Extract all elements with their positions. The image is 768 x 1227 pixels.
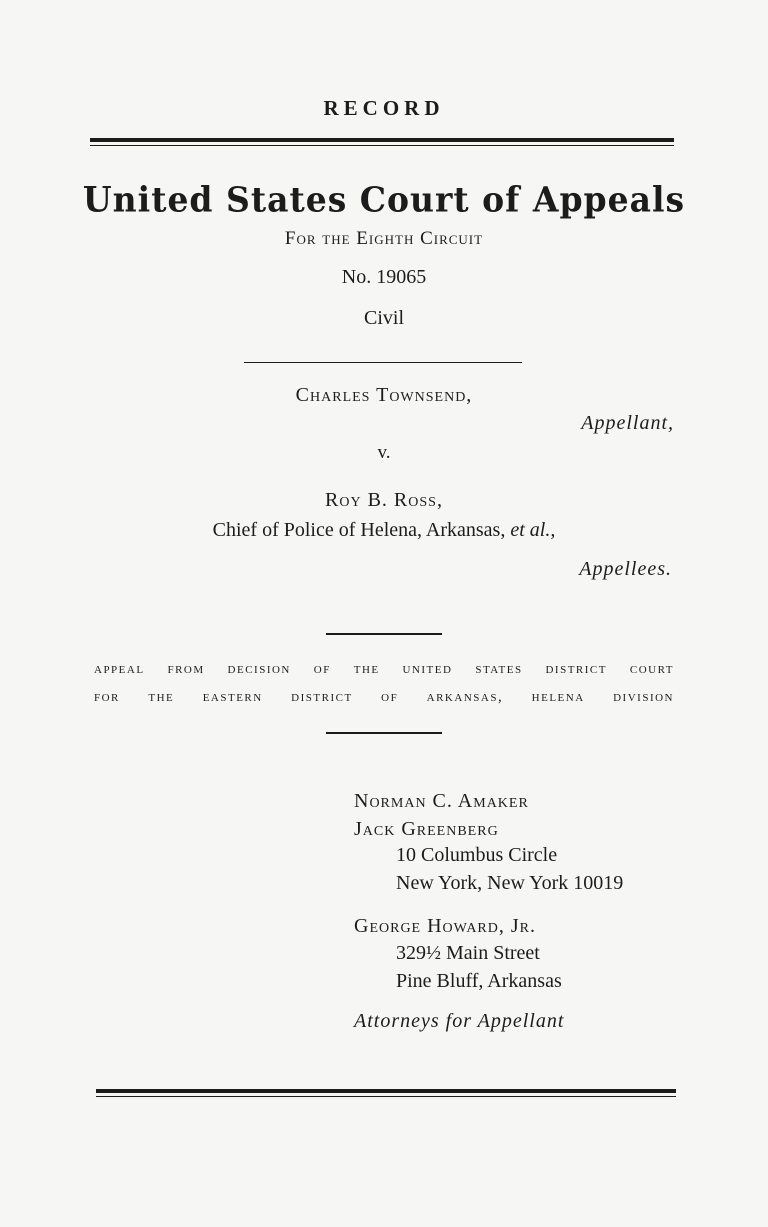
appellant-name: Charles Townsend, — [295, 384, 473, 406]
short-divider-rule — [326, 633, 442, 635]
case-number: No. 19065 — [341, 266, 427, 288]
appeal-line-2: for the eastern district of arkansas, helena division — [94, 689, 674, 705]
appeal-line-1: appeal from decision of the united states district court — [94, 661, 674, 677]
attorney-address-line: Pine Bluff, Arkansas — [396, 970, 562, 992]
appellees-role: Appellees. — [579, 558, 672, 580]
divider-rule — [244, 362, 522, 363]
appellee-name: Roy B. Ross, — [325, 489, 443, 511]
attorney-address-line: New York, New York 10019 — [396, 872, 624, 894]
appellee-title — [0, 519, 768, 542]
appellee-et-al: et al., — [510, 519, 556, 541]
attorney-address-line: 329½ Main Street — [396, 942, 540, 964]
short-divider-rule — [326, 732, 442, 734]
top-double-rule — [90, 138, 674, 142]
case-type: Civil — [363, 307, 404, 329]
attorney-name: Norman C. Amaker — [354, 790, 529, 812]
attorney-name: George Howard, Jr. — [354, 915, 537, 937]
versus-label: v. — [377, 442, 391, 463]
record-heading: RECORD — [323, 96, 445, 120]
attorneys-designation: Attorneys for Appellant — [354, 1010, 565, 1032]
appellant-role: Appellant, — [581, 412, 674, 434]
circuit-label: For the Eighth Circuit — [284, 228, 484, 249]
bottom-double-rule — [96, 1089, 676, 1093]
court-name: United States Court of Appeals — [82, 179, 686, 220]
attorney-address-line: 10 Columbus Circle — [396, 844, 558, 866]
appellee-title-text: Chief of Police of Helena, Arkansas, — [212, 519, 506, 541]
attorney-name: Jack Greenberg — [354, 818, 499, 840]
